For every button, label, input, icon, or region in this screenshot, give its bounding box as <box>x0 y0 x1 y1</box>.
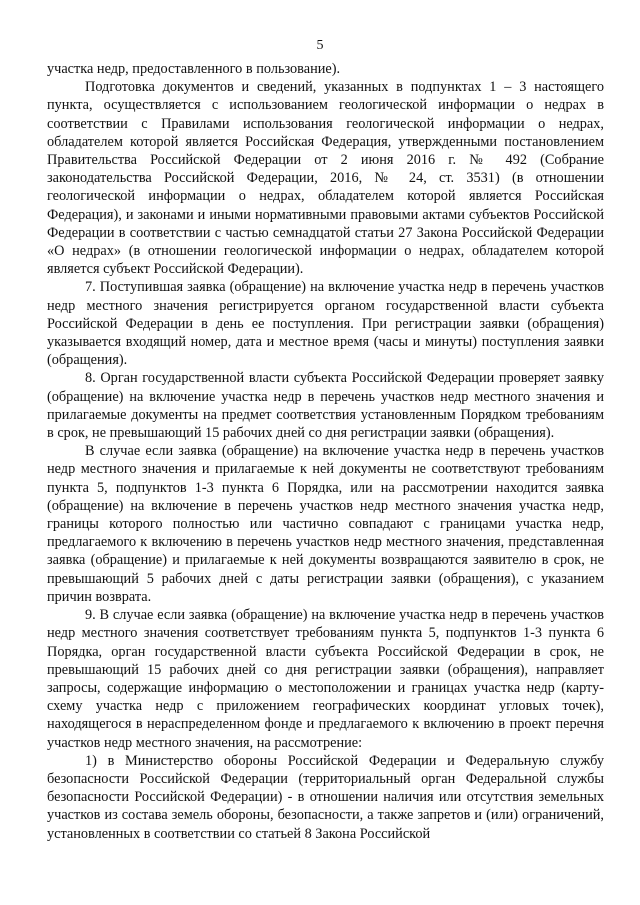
paragraph-return-conditions: В случае если заявка (обращение) на включение участка недр в перечень участков недр местного значения и прилагаемые к ней документы не соответствуют требованиям пункта 5, подпунктов 1-3 пункта 6 Порядка, или на рассмотрении находится заявка (обращение) на включение в перечень участков недр местного значения участка недр, границы которого полностью или частично совпадают с границами участка недр, предлагаемого к включению в перечень участков недр местного значения, представленная заявка (обращение) и прилагаемые к ней документы возвращаются заявителю в срок, не превышающий 5 рабочих дней с даты регистрации заявки (обращения), с указанием причин возврата. <box>47 443 604 605</box>
paragraph-item-9: 9. В случае если заявка (обращение) на включение участка недр в перечень участков недр местного значения соответствует требованиям пункта 5, подпунктов 1-3 пункта 6 Порядка, орган государственной власти субъекта Российской Федерации в срок, не превышающий 15 рабочих дней со дня регистрации заявки (обращения), направляет запросы, содержащие информацию о местоположении и границах участка недр (карту-схему участка недр с приложением географических координат угловых точек), находящегося в нераспределенном фонде и предлагаемого к включению в проект перечня участков недр местного значения, на рассмотрение: <box>47 607 604 751</box>
paragraph-continuation: участка недр, предоставленного в пользование). <box>47 61 341 77</box>
document-body <box>47 60 604 843</box>
paragraph-item-7: 7. Поступившая заявка (обращение) на включение участка недр в перечень участков недр местного значения регистрируется органом государственной власти субъекта Российской Федерации в день ее поступления. При регистрации заявки (обращения) указывается входящий номер, дата и местное время (часы и минуты) поступления заявки (обращения). <box>47 279 604 369</box>
paragraph-documents-preparation: Подготовка документов и сведений, указанных в подпунктах 1 – 3 настоящего пункта, осуществляется с использованием геологической информации о недрах в соответствии с Правилами использования геологической информации о недрах, обладателем которой является Российская Федерация, утвержденными постановлением Правительства Российской Федерации от 2 июня 2016 г. № 492 (Собрание законодательства Российской Федерации, 2016, № 24, ст. 3531) (в отношении геологической информации о недрах, обладателем которой является Российская Федерация), и законами и иными нормативными правовыми актами субъектов Российской Федерации в соответствии с частью семнадцатой статьи 27 Закона Российской Федерации «О недрах» (в отношении геологической информации о недрах, обладателем которой является субъект Российской Федерации). <box>47 79 604 278</box>
page-number: 5 <box>316 38 324 53</box>
paragraph-item-8: 8. Орган государственной власти субъекта Российской Федерации проверяет заявку (обращение) на включение участка недр в перечень участков недр местного значения и прилагаемые документы на предмет соответствия установленным Порядком требованиям в срок, не превышающий 15 рабочих дней со дня регистрации заявки (обращения). <box>47 370 604 442</box>
paragraph-subitem-1: 1) в Министерство обороны Российской Федерации и Федеральную службу безопасности Российской Федерации (территориальный орган Федеральной службы безопасности Российской Федерации) - в отношении наличия или отсутствия земельных участков из состава земель обороны, безопасности, а также запретов и (или) ограничений, установленных в соответствии со статьей 8 Закона Российской <box>47 752 604 842</box>
